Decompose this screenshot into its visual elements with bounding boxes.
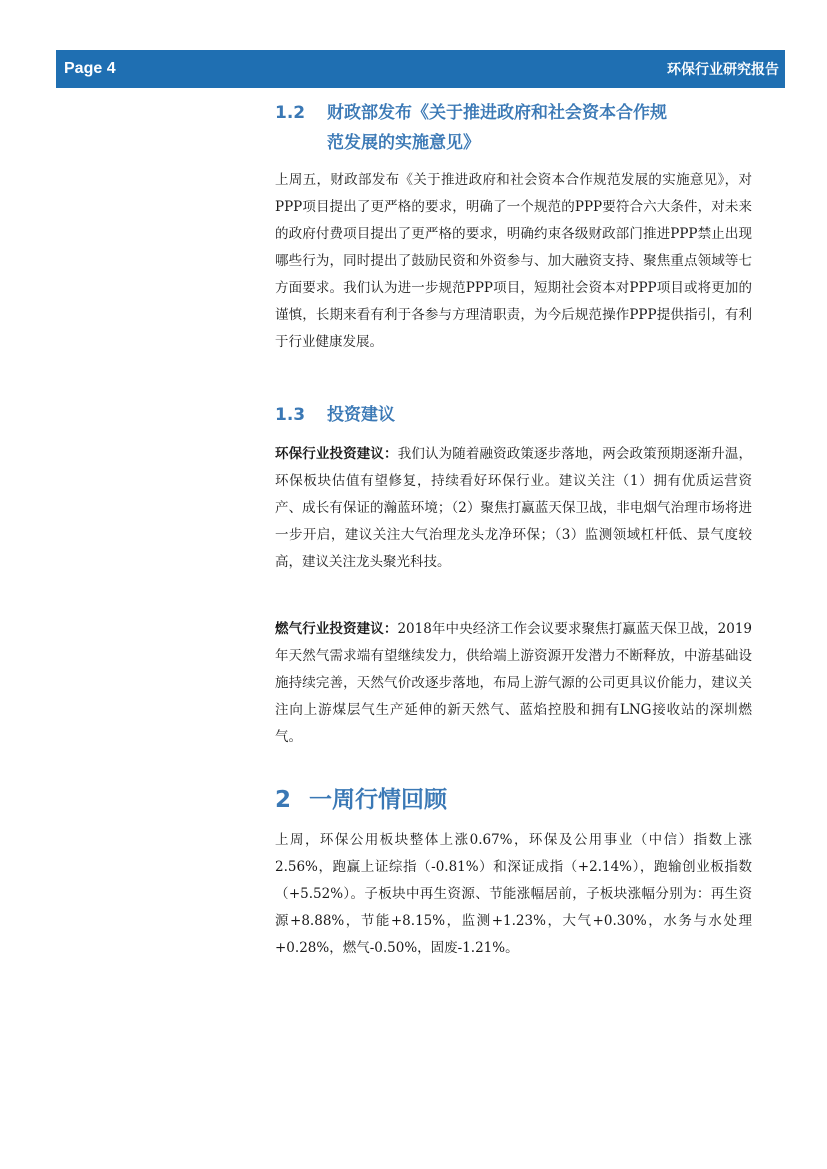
- section-heading: [275, 400, 752, 430]
- section-1-2-body: [275, 167, 752, 356]
- section-title: 投资建议: [327, 405, 395, 425]
- paragraph: [275, 616, 752, 751]
- chapter-heading: [275, 784, 752, 816]
- paragraph: 上周，环保公用板块整体上涨0.67%，环保及公用事业（中信）指数上涨2.56%，跑赢上证综指（-0.81%）和深证成指（+2.14%），跑输创业板指数（+5.52%）。子板块中再生资源、节能涨幅居前，子板块涨幅分别为：再生资源+8.88%，节能+8.15%，监测+1.23%，大气+0.30%，水务与水处理+0.28%，燃气-0.50%，固废-1.21%。: [275, 832, 752, 956]
- paragraph-label: 环保行业投资建议：: [275, 446, 398, 462]
- paragraph: 上周五，财政部发布《关于推进政府和社会资本合作规范发展的实施意见》，对PPP项目提出了更严格的要求，明确了一个规范的PPP要符合六大条件，对未来的政府付费项目提出了更严格的要求，明确约束各级财政部门推进PPP禁止出现哪些行为，同时提出了鼓励民资和外资参与、加大融资支持、聚焦重点领域等七方面要求。我们认为进一步规范PPP项目，短期社会资本对PPP项目或将更加的谨慎，长期来看有利于各参与方理清职责，为今后规范操作PPP提供指引，有利于行业健康发展。: [275, 172, 752, 350]
- header-bar: [56, 50, 785, 88]
- chapter-title: 一周行情回顾: [309, 787, 447, 813]
- section-title-line1: 财政部发布《关于推进政府和社会资本合作规: [327, 103, 667, 123]
- section-number: 1.3: [275, 405, 306, 425]
- section-number: 1.2: [275, 103, 306, 123]
- gas-investment-advice: [275, 616, 752, 751]
- page-number: Page 4: [64, 60, 116, 77]
- paragraph: [275, 441, 752, 576]
- chapter-number: 2: [275, 787, 292, 813]
- section-2: [275, 784, 752, 816]
- env-investment-advice: [275, 441, 752, 576]
- section-2-body: [275, 827, 752, 962]
- section-heading: [275, 98, 752, 158]
- paragraph-text: 我们认为随着融资政策逐步落地，两会政策预期逐渐升温，环保板块估值有望修复，持续看好环保行业。建议关注（1）拥有优质运营资产、成长有保证的瀚蓝环境；（2）聚焦打赢蓝天保卫战，非电烟气治理市场将进一步开启，建议关注大气治理龙头龙净环保；（3）监测领域杠杆低、景气度较高，建议关注龙头聚光科技。: [275, 446, 753, 570]
- paragraph-label: 燃气行业投资建议：: [275, 621, 398, 637]
- section-1-2: [275, 98, 752, 158]
- paragraph-text: 2018年中央经济工作会议要求聚焦打赢蓝天保卫战，2019年天然气需求端有望继续发力，供给端上游资源开发潜力不断释放，中游基础设施持续完善，天然气价改逐步落地，布局上游气源的公司更具议价能力，建议关注向上游煤层气生产延伸的新天然气、蓝焰控股和拥有LNG接收站的深圳燃气。: [275, 621, 752, 745]
- report-title: 环保行业研究报告: [667, 62, 779, 78]
- section-title-line2: 范发展的实施意见》: [327, 133, 480, 153]
- section-1-3: [275, 400, 752, 430]
